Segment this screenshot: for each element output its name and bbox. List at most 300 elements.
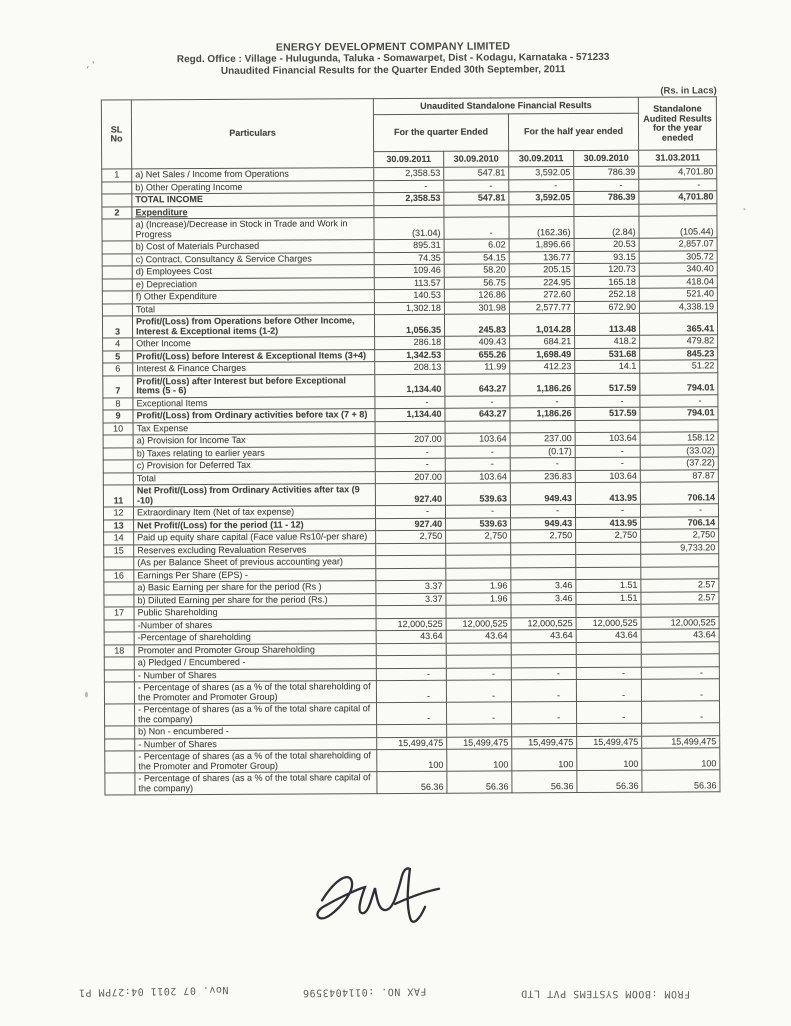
row-value-q1: 3.37 (376, 593, 446, 606)
row-value-q2: - (445, 458, 510, 471)
row-value-q2: 539.63 (445, 483, 510, 505)
row-value-year: - (640, 394, 718, 407)
row-sl-no: 9 (103, 410, 133, 423)
row-value-h1 (510, 420, 575, 433)
row-sl-no (103, 472, 133, 485)
row-value-q1: - (374, 180, 444, 193)
row-particulars: a) Pledged / Encumbered - (134, 656, 376, 670)
row-value-h1 (511, 642, 576, 655)
row-value-h2: - (576, 679, 641, 701)
row-value-h2: 14.1 (575, 360, 640, 373)
row-sl-no (104, 682, 134, 704)
row-value-q1: 1,056.35 (374, 314, 444, 336)
row-value-h2: 12,000,525 (576, 617, 641, 630)
row-value-h2 (576, 642, 641, 655)
row-sl-no (105, 726, 135, 739)
row-sl-no: 10 (103, 422, 133, 435)
row-value-h1: 15,499,475 (512, 736, 577, 749)
row-value-year: - (641, 666, 719, 679)
row-value-h1: 12,000,525 (511, 617, 576, 630)
row-sl-no: 15 (104, 544, 134, 557)
row-value-h2: - (575, 457, 640, 470)
row-value-h1 (512, 724, 577, 737)
row-value-h1: - (511, 702, 576, 724)
row-value-q1: 1,302.18 (374, 302, 444, 315)
row-value-q1: 207.00 (375, 433, 445, 446)
header-half-year-ended: For the half year ended (508, 113, 638, 151)
row-value-h2: 413.95 (575, 482, 640, 504)
header-date-3: 30.09.2011 (509, 151, 574, 167)
row-value-year: 794.01 (640, 372, 718, 394)
row-value-year: - (640, 504, 718, 517)
row-value-h2: 113.48 (574, 313, 639, 335)
row-value-h2: 672.90 (574, 301, 639, 314)
row-value-h1: - (511, 667, 576, 680)
row-value-year: 9,733.20 (641, 541, 719, 554)
row-value-h1: 1,896.66 (509, 239, 574, 252)
row-value-h2: - (576, 667, 641, 680)
row-value-h1: (162.36) (509, 217, 574, 239)
row-value-h2 (576, 567, 641, 580)
row-particulars: - Percentage of shares (as a % of the total shareholding of the Promoter and Promoter Group) (134, 681, 376, 704)
row-value-h2: 43.64 (576, 629, 641, 642)
row-particulars: Total (133, 471, 375, 485)
row-particulars: Net Profit/(Loss) for the period (11 - 12) (134, 518, 376, 532)
table-row (102, 216, 717, 241)
row-value-h2 (576, 604, 641, 617)
row-value-year: 56.36 (642, 770, 720, 792)
row-value-q1: - (376, 680, 446, 702)
row-value-year (639, 203, 717, 216)
row-value-year (641, 641, 719, 654)
row-value-q1 (376, 643, 446, 656)
row-value-h1: (0.17) (510, 445, 575, 458)
row-value-q1: - (375, 446, 445, 459)
row-value-h2 (574, 204, 639, 217)
row-sl-no (105, 738, 135, 751)
row-value-year: 87.87 (640, 469, 718, 482)
row-value-year (641, 654, 719, 667)
row-value-q1 (376, 568, 446, 581)
row-value-h2: - (576, 701, 641, 723)
row-value-h1: 237.00 (510, 433, 575, 446)
row-value-q1: 207.00 (375, 471, 445, 484)
row-value-q2: - (446, 702, 511, 724)
row-value-h1: 1,014.28 (509, 314, 574, 336)
row-sl-no (103, 435, 133, 448)
row-sl-no: 2 (102, 206, 132, 219)
row-value-h1 (511, 567, 576, 580)
row-value-h2: 252.18 (574, 288, 639, 301)
row-value-h1 (511, 542, 576, 555)
row-value-q1: 2,358.53 (374, 167, 444, 180)
row-sl-no (104, 594, 134, 607)
row-sl-no (104, 657, 134, 670)
row-value-year: 100 (642, 748, 720, 770)
row-value-h1: 56.36 (512, 771, 577, 793)
row-value-year: 365.41 (639, 313, 717, 335)
row-value-q1: 208.13 (375, 361, 445, 374)
table-row (105, 748, 720, 773)
row-value-q2: 547.81 (444, 167, 509, 180)
row-sl-no (102, 181, 132, 194)
row-value-q1: 1,342.53 (375, 349, 445, 362)
row-value-h1: 412.23 (510, 361, 575, 374)
row-value-h2 (576, 554, 641, 567)
signature-scribble (302, 858, 482, 949)
row-value-h2: 15,499,475 (577, 736, 642, 749)
row-value-h2: 413.95 (576, 517, 641, 530)
row-value-h1: - (510, 395, 575, 408)
row-value-h1: 272.60 (509, 289, 574, 302)
row-value-h1: - (509, 179, 574, 192)
row-sl-no: 17 (104, 607, 134, 620)
row-value-h2: 56.36 (577, 770, 642, 792)
row-value-q1 (376, 555, 446, 568)
row-value-year: 15,499,475 (642, 735, 720, 748)
row-value-h1 (511, 655, 576, 668)
row-particulars: - Percentage of shares (as a % of the total share capital of the company) (135, 772, 377, 795)
row-value-year: 521.40 (639, 288, 717, 301)
row-particulars: Earnings Per Share (EPS) - (134, 568, 376, 582)
row-value-h1: 3.46 (511, 580, 576, 593)
row-value-q2 (444, 204, 509, 217)
row-sl-no (104, 632, 134, 645)
row-particulars: c) Provision for Deferred Tax (133, 459, 375, 473)
row-value-h2: 1.51 (576, 592, 641, 605)
row-particulars: Profit/(Loss) from Ordinary activities before tax (7 + 8) (133, 409, 375, 423)
fax-number: FAX NO. :0114043596 (302, 985, 427, 999)
row-particulars: Public Shareholding (134, 606, 376, 620)
row-value-h2: 418.2 (575, 335, 640, 348)
row-particulars: f) Other Expenditure (132, 290, 374, 304)
row-value-q2 (446, 567, 511, 580)
row-sl-no (102, 278, 132, 291)
row-particulars: b) Non - encumbered - (135, 725, 377, 739)
document-header (0, 39, 789, 79)
row-particulars: Net Profit/(Loss) from Ordinary Activities after tax (9 -10) (133, 484, 375, 507)
row-value-h2: 100 (577, 748, 642, 770)
fax-sender: FROM :BOOM SYSTEMS PVT LTD (520, 987, 691, 1000)
row-value-q1: 140.53 (374, 289, 444, 302)
row-particulars: Profit/(Loss) before Interest & Exceptional Items (3+4) (133, 349, 375, 363)
row-particulars: -Number of shares (134, 618, 376, 632)
row-sl-no: 6 (103, 363, 133, 376)
header-date-4: 30.09.2010 (574, 150, 639, 166)
row-value-year: 2,857.07 (639, 238, 717, 251)
row-value-h1: 43.64 (511, 630, 576, 643)
registered-office: Regd. Office : Village - Hulugunda, Taluka - Somawarpet, Dist - Kodagu, Karnataka - 571233 (176, 51, 610, 66)
row-value-h1: 1,186.26 (510, 408, 575, 421)
row-value-h1: 236.83 (510, 470, 575, 483)
header-date-2: 30.09.2010 (444, 151, 509, 167)
row-value-q1: 3.37 (376, 580, 446, 593)
row-value-h2: 517.59 (575, 407, 640, 420)
pencil-mark: , (88, 53, 97, 66)
row-value-q2: 1.96 (446, 592, 511, 605)
row-value-q2: 1.96 (446, 580, 511, 593)
row-particulars: - Number of Shares (135, 737, 377, 751)
row-sl-no (104, 582, 134, 595)
row-value-h2: - (574, 179, 639, 192)
row-sl-no: 11 (103, 485, 133, 507)
row-value-q2: 643.27 (445, 408, 510, 421)
row-value-year: 305.72 (639, 250, 717, 263)
row-sl-no: 7 (103, 375, 133, 397)
row-value-year: 4,701.80 (639, 191, 717, 204)
row-value-q2: - (446, 680, 511, 702)
row-value-q2 (446, 605, 511, 618)
row-value-h1: 205.15 (509, 264, 574, 277)
row-value-q1: - (375, 458, 445, 471)
row-value-q1 (376, 543, 446, 556)
row-value-h1: 1,698.49 (510, 348, 575, 361)
row-value-h1: 949.43 (511, 517, 576, 530)
row-value-h1: 3,592.05 (509, 167, 574, 180)
row-value-h2 (576, 654, 641, 667)
row-value-h2: 517.59 (575, 373, 640, 395)
row-sl-no (105, 773, 135, 795)
row-value-q1: 2,750 (376, 530, 446, 543)
pencil-mark: ′ (84, 64, 90, 77)
row-sl-no: 4 (103, 338, 133, 351)
currency-unit-note: (Rs. in Lacs) (660, 85, 717, 97)
row-particulars: a) (Increase)/Decrease in Stock in Trade and Work in Progress (132, 218, 374, 241)
row-sl-no (102, 303, 132, 316)
row-value-year: 51.22 (640, 360, 718, 373)
row-particulars: Total (132, 302, 374, 316)
row-particulars: - Number of Shares (134, 668, 376, 682)
row-sl-no (105, 751, 135, 773)
row-sl-no: 18 (104, 644, 134, 657)
scan-speck (743, 208, 745, 210)
row-particulars: b) Diluted Earning per share for the period (Rs.) (134, 593, 376, 607)
row-value-q1 (376, 605, 446, 618)
row-value-h2 (575, 420, 640, 433)
row-value-q2 (446, 655, 511, 668)
row-sl-no: 14 (104, 532, 134, 545)
row-value-q2: 43.64 (446, 630, 511, 643)
row-value-h1: - (510, 505, 575, 518)
row-value-h2: 786.39 (574, 166, 639, 179)
row-value-q2: 103.64 (445, 470, 510, 483)
row-sl-no: 8 (103, 397, 133, 410)
row-value-q1: (31.04) (374, 217, 444, 239)
row-sl-no: 5 (103, 350, 133, 363)
row-value-year: 340.40 (639, 263, 717, 276)
header-quarter-ended: For the quarter Ended (373, 114, 508, 152)
row-value-q2: 11.99 (445, 361, 510, 374)
row-value-year: 418.04 (639, 275, 717, 288)
row-particulars: c) Contract, Consultancy & Service Charges (132, 252, 374, 266)
row-sl-no (103, 460, 133, 473)
row-particulars: Paid up equity share capital (Face value Rs10/-per share) (134, 531, 376, 545)
company-name: ENERGY DEVELOPMENT COMPANY LIMITED (275, 40, 511, 54)
row-sl-no (104, 557, 134, 570)
header-date-1: 30.09.2011 (374, 151, 444, 167)
statement-title: Unaudited Financial Results for the Quarter Ended 30th September, 2011 (220, 64, 566, 77)
row-value-q2 (446, 542, 511, 555)
row-value-q2: 643.27 (445, 373, 510, 395)
row-value-h1: 100 (512, 749, 577, 771)
row-particulars: - Percentage of shares (as a % of the total shareholding of the Promoter and Promoter Group) (135, 750, 377, 773)
row-value-q2: 655.26 (445, 348, 510, 361)
row-value-q1: 1,134.40 (375, 374, 445, 396)
row-value-q1: 927.40 (375, 483, 445, 505)
row-value-year: 158.12 (640, 432, 718, 445)
row-particulars: Expenditure (132, 205, 374, 219)
row-value-h1 (511, 555, 576, 568)
row-value-h1: 1,186.26 (510, 373, 575, 395)
row-value-year (641, 604, 719, 617)
results-body (102, 166, 720, 795)
row-value-q2 (447, 724, 512, 737)
row-value-q1 (375, 421, 445, 434)
row-particulars: TOTAL INCOME (132, 193, 374, 207)
row-value-h1 (511, 605, 576, 618)
row-sl-no: 13 (104, 519, 134, 532)
row-sl-no (102, 219, 132, 241)
row-particulars: Reserves excluding Revaluation Reserves (134, 543, 376, 557)
row-value-q1: - (375, 396, 445, 409)
row-value-q1: 895.31 (374, 239, 444, 252)
fax-timestamp: Nov. 07 2011 04:27PM P1 (78, 983, 229, 998)
row-sl-no (102, 291, 132, 304)
row-value-q1: 74.35 (374, 252, 444, 265)
row-particulars: a) Basic Earning per share for the period (Rs ) (134, 581, 376, 595)
row-value-year: - (642, 701, 720, 723)
row-value-h1: 2,750 (511, 530, 576, 543)
row-value-year: 43.64 (641, 629, 719, 642)
row-particulars: Promoter and Promoter Group Shareholding (134, 643, 376, 657)
row-sl-no: 12 (103, 507, 133, 520)
row-value-q2: - (444, 179, 509, 192)
row-value-year: 12,000,525 (641, 616, 719, 629)
row-sl-no (103, 447, 133, 460)
row-value-q1 (376, 655, 446, 668)
row-particulars: b) Cost of Materials Purchased (132, 240, 374, 254)
row-value-q2: - (445, 395, 510, 408)
row-value-year: - (639, 178, 717, 191)
table-header (101, 97, 716, 169)
row-particulars: - Percentage of shares (as a % of the total share capital of the company) (135, 703, 377, 726)
row-particulars: Interest & Finance Charges (133, 362, 375, 376)
row-value-h2: 531.68 (575, 348, 640, 361)
row-particulars: Other Income (133, 337, 375, 351)
row-value-q1 (374, 205, 444, 218)
row-value-year: 4,701.80 (639, 166, 717, 179)
row-value-q2: - (444, 217, 509, 239)
header-sl-no: SL No (101, 100, 131, 169)
header-audited-results: Standalone Audited Results for the year eneded (638, 97, 716, 150)
row-particulars: (As per Balance Sheet of previous accounting year) (134, 556, 376, 570)
row-value-q2: - (446, 667, 511, 680)
row-value-q2: 126.86 (444, 289, 509, 302)
row-particulars: Exceptional Items (133, 396, 375, 410)
row-value-h2: 165.18 (574, 276, 639, 289)
row-value-q1: 100 (377, 749, 447, 771)
row-value-h2: 103.64 (575, 432, 640, 445)
row-value-year (641, 566, 719, 579)
row-sl-no (102, 253, 132, 266)
row-value-q2: 409.43 (445, 336, 510, 349)
row-sl-no (102, 194, 132, 207)
row-particulars: a) Net Sales / Income from Operations (132, 168, 374, 182)
row-value-h2: 93.15 (574, 251, 639, 264)
row-value-h1: 684.21 (510, 336, 575, 349)
row-value-h2: 2,750 (576, 529, 641, 542)
row-value-q2: 15,499,475 (447, 736, 512, 749)
row-value-year: (105.44) (639, 216, 717, 238)
row-particulars: b) Other Operating Income (132, 180, 374, 194)
row-particulars: d) Employees Cost (132, 265, 374, 279)
row-value-h2: 120.73 (574, 263, 639, 276)
row-value-q1 (377, 724, 447, 737)
row-value-h1: 136.77 (509, 251, 574, 264)
row-particulars: a) Provision for Income Tax (133, 434, 375, 448)
row-sl-no: 16 (104, 569, 134, 582)
row-value-h2 (577, 723, 642, 736)
row-value-q1: 109.46 (374, 264, 444, 277)
row-value-year: (37.22) (640, 457, 718, 470)
row-value-q2: 103.64 (445, 433, 510, 446)
row-value-q2: 547.81 (444, 192, 509, 205)
row-value-year: 706.14 (640, 482, 718, 504)
financial-results-table (101, 96, 721, 795)
header-group-unaudited: Unaudited Standalone Financial Results (373, 97, 638, 114)
row-value-h1: - (510, 458, 575, 471)
row-value-h1 (509, 204, 574, 217)
table-row (103, 372, 718, 397)
row-value-year: (33.02) (640, 444, 718, 457)
row-value-q1: 113.57 (374, 277, 444, 290)
row-value-q1: 43.64 (376, 630, 446, 643)
row-particulars: Profit/(Loss) after Interest but before Exceptional Items (5 - 6) (133, 374, 375, 397)
row-value-q2 (445, 420, 510, 433)
header-date-5: 31.03.2011 (639, 150, 717, 166)
row-value-h2: - (575, 395, 640, 408)
row-particulars: Tax Expense (133, 421, 375, 435)
row-particulars: Extraordinary Item (Net of tax expense) (133, 506, 375, 520)
row-value-year: 794.01 (640, 407, 718, 420)
row-particulars: b) Taxes relating to earlier years (133, 446, 375, 460)
row-sl-no (102, 266, 132, 279)
row-value-q2: 100 (447, 749, 512, 771)
row-sl-no (104, 669, 134, 682)
row-value-h1: 224.95 (509, 276, 574, 289)
row-sl-no: 3 (102, 316, 132, 338)
table-row (103, 482, 718, 507)
row-value-year (641, 554, 719, 567)
row-value-q1: 15,499,475 (377, 737, 447, 750)
header-particulars: Particulars (131, 99, 373, 169)
row-value-q2: 58.20 (444, 264, 509, 277)
row-value-h2: 20.53 (574, 238, 639, 251)
row-value-h2: - (575, 504, 640, 517)
row-value-q1: - (376, 668, 446, 681)
table-row (104, 679, 719, 704)
row-value-h2: 1.51 (576, 579, 641, 592)
row-value-q2: 6.02 (444, 239, 509, 252)
row-value-q1: 2,358.53 (374, 192, 444, 205)
scan-speck (85, 692, 88, 698)
row-value-h2: (2.84) (574, 216, 639, 238)
row-sl-no: 1 (102, 169, 132, 182)
row-value-year: - (641, 679, 719, 701)
row-value-q2: - (445, 445, 510, 458)
table-row (105, 770, 720, 795)
row-value-q2: 245.83 (444, 314, 509, 336)
